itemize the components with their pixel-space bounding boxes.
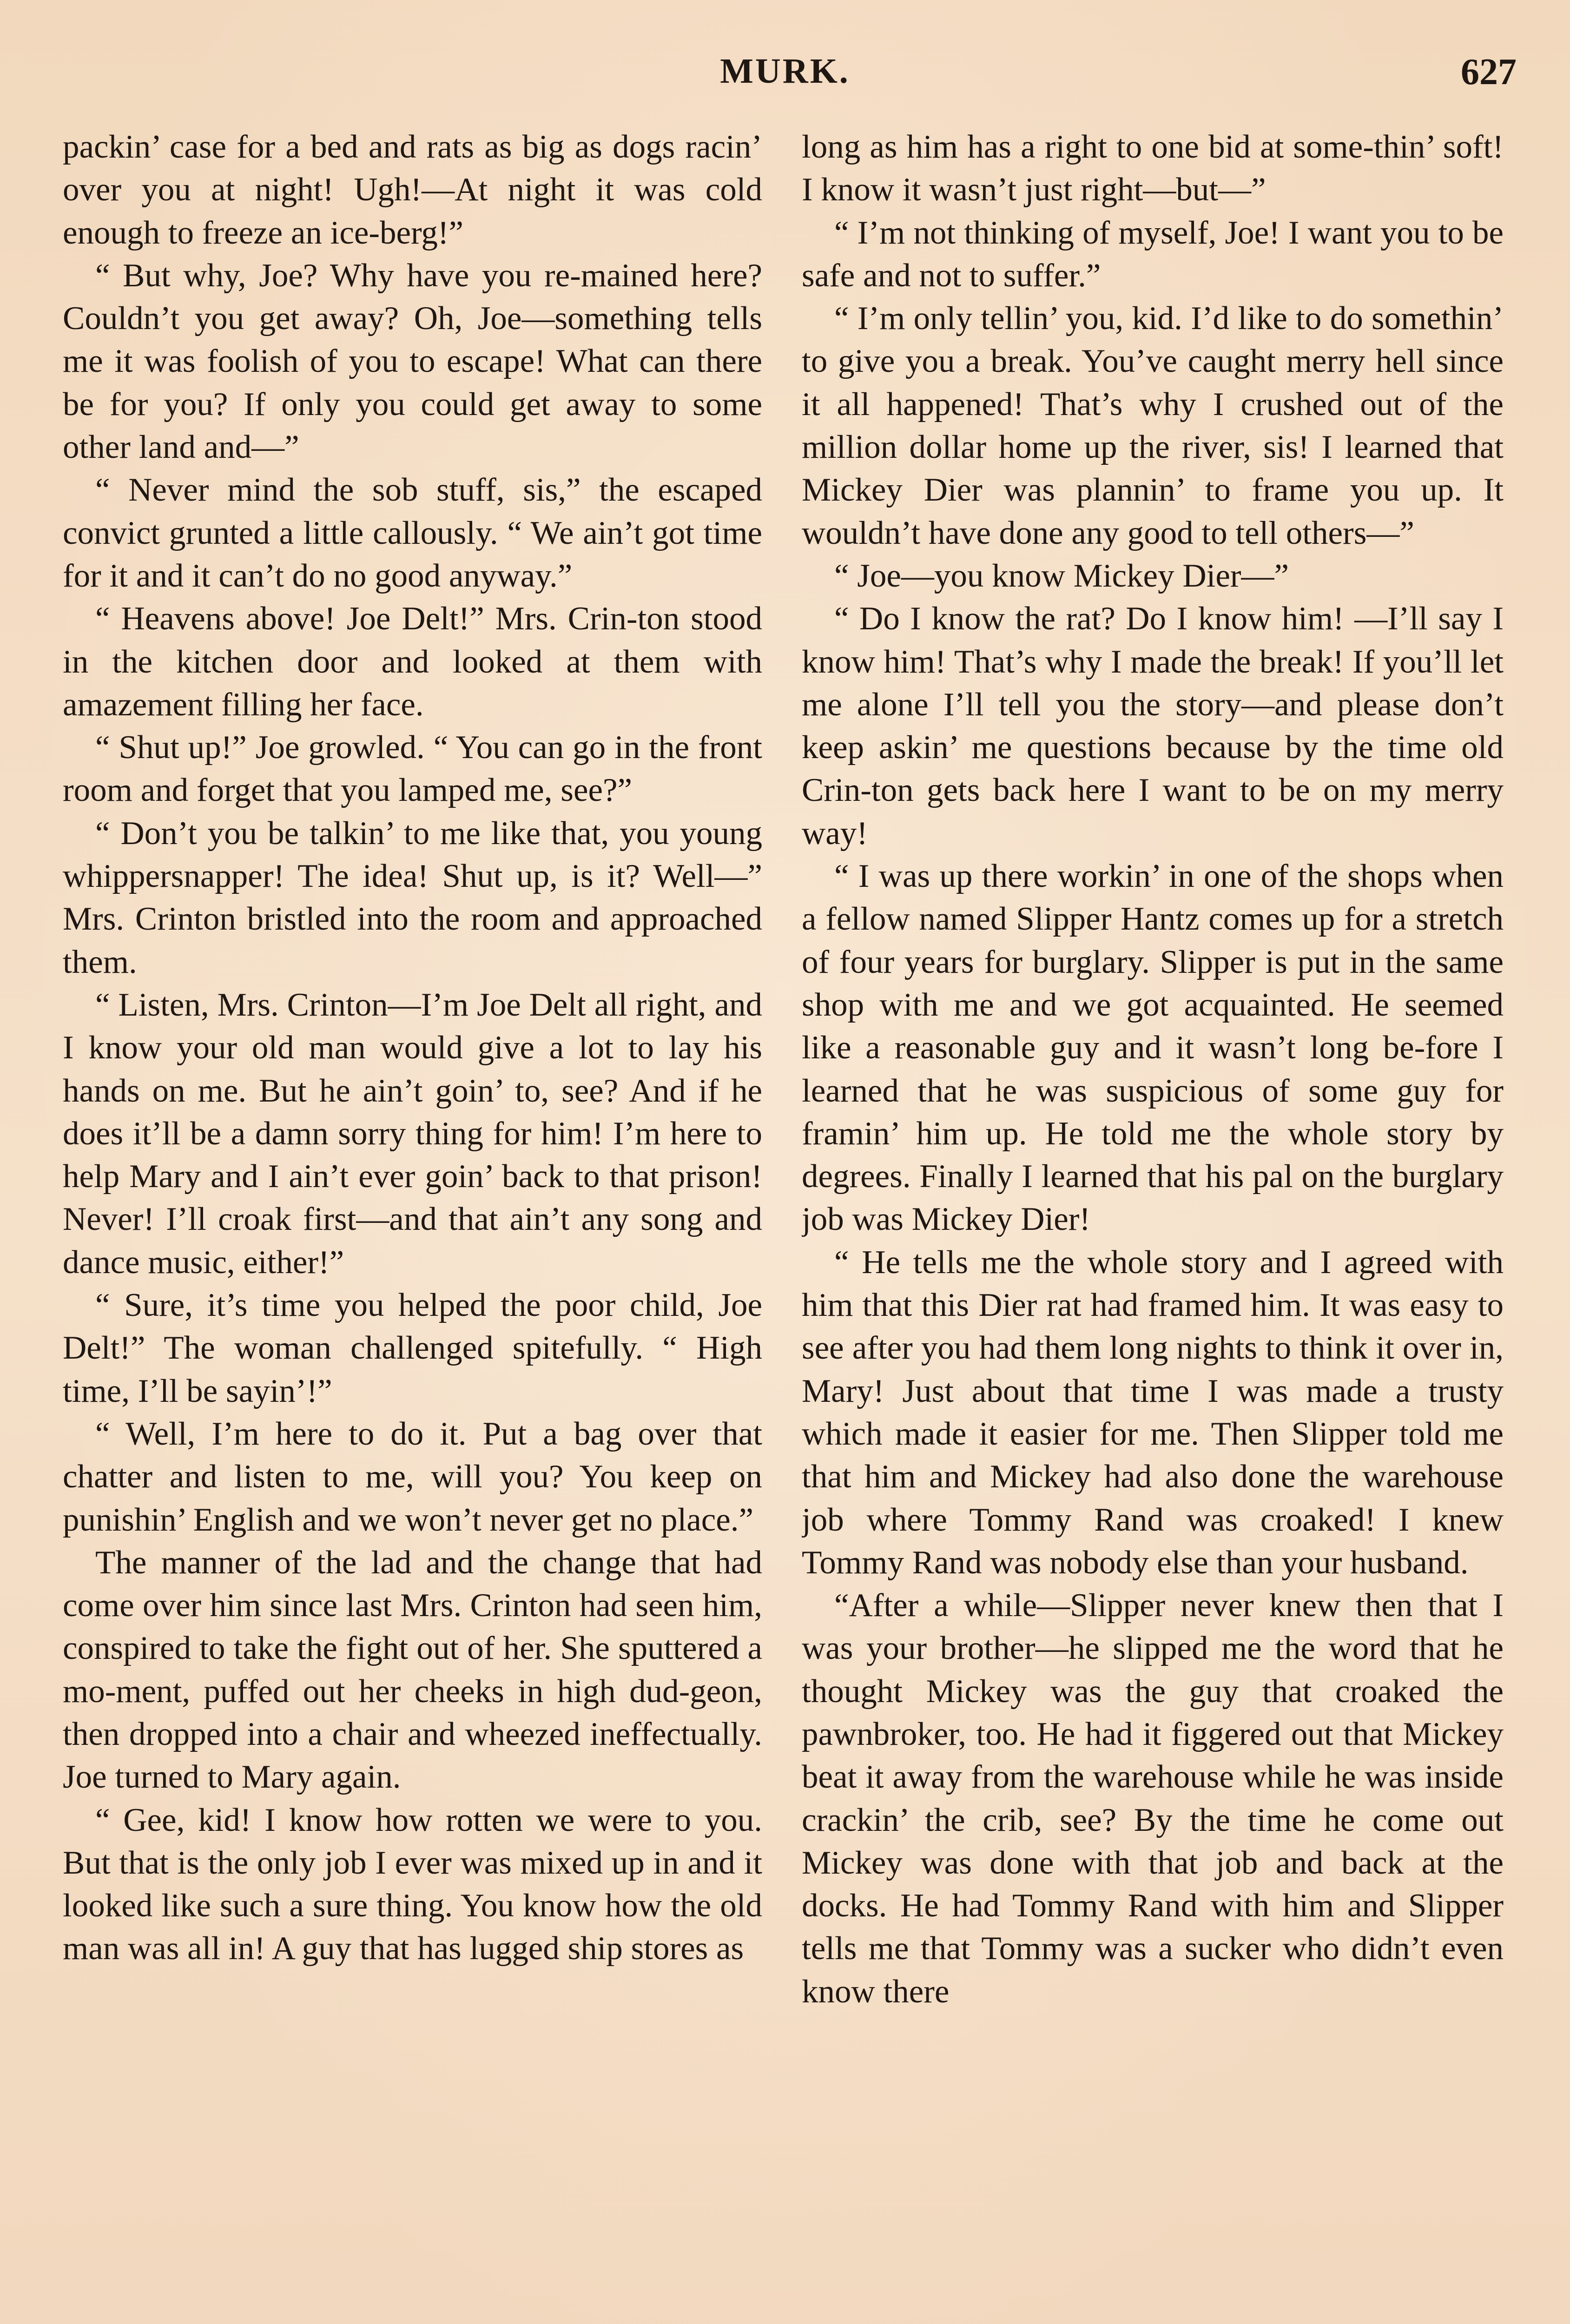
paragraph: “ I’m not thinking of myself, Joe! I want you to be safe and not to suffer.”	[802, 214, 1504, 294]
page-number: 627	[1461, 52, 1517, 92]
paragraph: “ But why, Joe? Why have you re-mained here? Couldn’t you get away? Oh, Joe—something tells me it was foolish of you to escape! What can there be for you? If only you could get away to some other land and—”	[63, 257, 762, 466]
page-header	[0, 46, 1570, 102]
paragraph: The manner of the lad and the change that had come over him since last Mrs. Crinton had seen him, conspired to take the fight out of her. She sputtered a mo-ment, puffed out her cheeks in high dud-geon, then dropped into a chair and wheezed ineffectually. Joe turned to Mary again.	[63, 1544, 762, 1796]
paragraph: “ Don’t you be talkin’ to me like that, you young whippersnapper! The idea! Shut up, is it? Well—” Mrs. Crinton bristled into the room and approached them.	[63, 815, 762, 980]
paragraph: “ Do I know the rat? Do I know him! —I’ll say I know him! That’s why I made the break! If you’ll let me alone I’ll tell you the story—and please don’t keep askin’ me questions because by the time old Crin-ton gets back here I want to be on my merry way!	[802, 601, 1504, 852]
paragraph: “ Gee, kid! I know how rotten we were to you. But that is the only job I ever was mixed up in and it looked like such a sure thing. You know how the old man was all in! A guy that has lugged ship stores as	[63, 1802, 762, 1967]
right-column	[802, 125, 1504, 2324]
paragraph: “ Heavens above! Joe Delt!” Mrs. Crin-ton stood in the kitchen door and looked at them with amazement filling her face.	[63, 601, 762, 723]
paragraph: “ Shut up!” Joe growled. “ You can go in the front room and forget that you lamped me, see?”	[63, 729, 762, 809]
paragraph: “ He tells me the whole story and I agreed with him that this Dier rat had framed him. It was easy to see after you had them long nights to think it over in, Mary! Just about that time I was made a trusty which made it easier for me. Then Slipper told me that him and Mickey had also done the warehouse job where Tommy Rand was croaked! I knew Tommy Rand was nobody else than your husband.	[802, 1244, 1504, 1581]
paragraph: “ Joe—you know Mickey Dier—”	[834, 557, 1289, 594]
paragraph: “ Well, I’m here to do it. Put a bag over that chatter and listen to me, will you? You keep on punishin’ English and we won’t never get no place.”	[63, 1415, 762, 1538]
paragraph: “ Listen, Mrs. Crinton—I’m Joe Delt all right, and I know your old man would give a lot to lay his hands on me. But he ain’t goin’ to, see? And if he does it’ll be a damn sorry thing for him! I’m here to help Mary and I ain’t ever goin’ back to that prison! Never! I’ll croak first—and that ain’t any song and dance music, either!”	[63, 986, 762, 1281]
paragraph: “After a while—Slipper never knew then that I was your brother—he slipped me the word that he thought Mickey was the guy that croaked the pawnbroker, too. He had it figgered out that Mickey beat it away from the warehouse while he was inside crackin’ the crib, see? By the time he come out Mickey was done with that job and back at the docks. He had Tommy Rand with him and Slipper tells me that Tommy was a sucker who didn’t even know there	[802, 1587, 1504, 2010]
paragraph: “ I was up there workin’ in one of the shops when a fellow named Slipper Hantz comes up for a stretch of four years for burglary. Slipper is put in the same shop with me and we got acquainted. He seemed like a reasonable guy and it wasn’t long be-fore I learned that he was suspicious of some guy for framin’ him up. He told me the whole story by degrees. Finally I learned that his pal on the burglary job was Mickey Dier!	[802, 858, 1504, 1238]
paragraph: “ I’m only tellin’ you, kid. I’d like to do somethin’ to give you a break. You’ve caught merry hell since it all happened! That’s why I crushed out of the million dollar home up the river, sis! I learned that Mickey Dier was plannin’ to frame you up. It wouldn’t have done any good to tell others—”	[802, 300, 1504, 551]
paragraph: packin’ case for a bed and rats as big as dogs racin’ over you at night! Ugh!—At night it was cold enough to freeze an ice-berg!”	[63, 129, 762, 251]
running-title: MURK.	[720, 52, 850, 91]
paragraph: “ Sure, it’s time you helped the poor child, Joe Delt!” The woman challenged spitefully. “ High time, I’ll be sayin’!”	[63, 1287, 762, 1409]
paragraph: long as him has a right to one bid at some-thin’ soft! I know it wasn’t just right—but—”	[802, 129, 1504, 208]
paragraph: “ Never mind the sob stuff, sis,” the escaped convict grunted a little callously. “ We ain’t got time for it and it can’t do no good anyway.”	[63, 472, 762, 594]
left-column	[63, 125, 762, 2324]
